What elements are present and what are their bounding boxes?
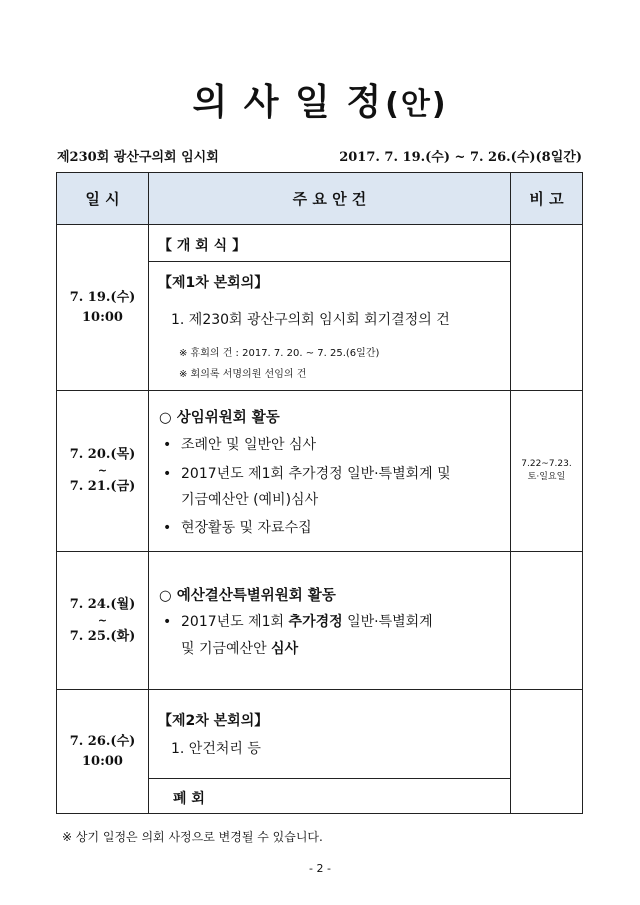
title-main: 의 사 일 정 [192,82,384,123]
session-name: 제230회 광산구의회 임시회 [57,150,219,165]
weekend-dates: 7.22~7.23. [521,459,572,469]
schedule-table [56,172,583,814]
row4-time: 10:00 [82,753,123,769]
row2-date-end: 7. 21.(금) [69,479,136,494]
row2-remark-cell [510,390,583,552]
plenary1-note-recess: ※ 휴회의 건 : 2017. 7. 20. ~ 7. 25.(6일간) [179,348,380,359]
bullet-icon: • [163,437,172,453]
plenary1-title: 【제1차 본회의】 [158,275,269,291]
row4-date: 7. 26.(수) [69,733,136,749]
row3-date-end: 7. 25.(화) [69,628,136,644]
bullet-icon: • [163,466,172,482]
plenary1-item: 1. 제230회 광산구의회 임시회 회기결정의 건 [171,312,450,328]
row3-date-start: 7. 24.(월) [69,596,136,612]
standing-committee-cell [148,390,511,552]
budget-committee-heading: ○ 예산결산특별위원회 활동 [159,588,336,604]
row3-date-cell [56,551,149,690]
row2-date-tilde: ~ [97,464,108,477]
budget-line1-a: 2017년도 제1회 [181,614,289,630]
budget-line2-b: 심사 [271,641,299,657]
closing-ceremony: 폐 회 [173,791,205,807]
standing-bullet-2: 2017년도 제1회 추가경정 일반·특별회계 및 [181,466,451,482]
session-period: 2017. 7. 19.(수) ~ 7. 26.(수)(8일간) [339,150,582,165]
closing-cell [148,778,511,814]
standing-committee-heading: ○ 상임위원회 활동 [159,410,280,426]
opening-ceremony: 【 개 회 식 】 [158,238,247,254]
standing-bullet-3: 현장활동 및 자료수집 [181,520,312,536]
row3-date-tilde: ~ [97,613,108,627]
row1-date: 7. 19.(수) [69,289,136,305]
budget-line1-c: 일반·특별회계 [342,614,433,630]
row1-remark-cell [510,224,583,391]
standing-bullet-1: 조례안 및 일반안 심사 [181,437,317,453]
standing-bullet-2-cont: 기금예산안 (예비)심사 [181,492,319,508]
opening-ceremony-cell [148,224,511,262]
plenary2-item: 1. 안건처리 등 [171,741,261,757]
budget-line1-b: 추가경정 [288,614,343,630]
header-remarks: 비 고 [510,172,583,225]
weekend-label: 토·일요일 [527,472,566,482]
plenary2-cell [148,689,511,779]
page-number: - 2 - [309,862,331,875]
plenary1-cell [148,261,511,391]
plenary1-note-signers: ※ 회의록 서명의원 선임의 건 [179,369,307,380]
row2-date-start: 7. 20.(목) [69,447,136,462]
row3-remark-cell [510,551,583,690]
row1-date-cell [56,224,149,391]
title-suffix: (안) [385,87,448,122]
schedule-change-note: ※ 상기 일정은 의회 사정으로 변경될 수 있습니다. [62,830,323,844]
plenary2-title: 【제2차 본회의】 [158,713,269,729]
row4-remark-cell [510,689,583,814]
bullet-icon: • [163,520,172,536]
header-agenda: 주 요 안 건 [148,172,511,225]
budget-line2-a: 및 기금예산안 [181,641,272,657]
bullet-icon: • [163,614,172,630]
header-datetime: 일 시 [56,172,149,225]
row2-date-cell [56,390,149,552]
document-title [0,74,640,125]
row1-time: 10:00 [82,309,123,325]
budget-committee-cell [148,551,511,690]
row4-date-cell [56,689,149,814]
